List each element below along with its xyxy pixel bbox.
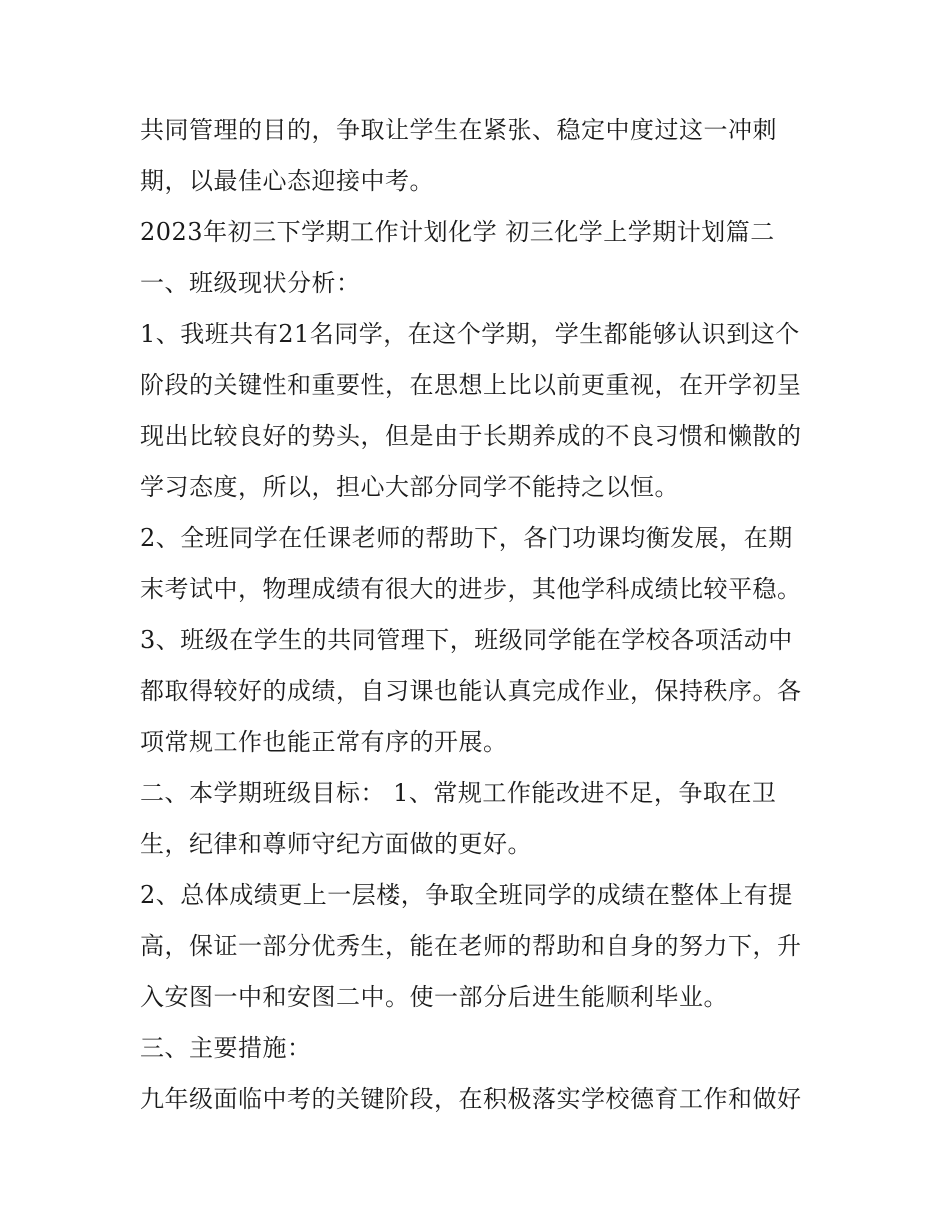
- text-line: 2、全班同学在任课老师的帮助下，各门功课均衡发展，在期: [140, 524, 793, 552]
- section-heading: 2023年初三下学期工作计划化学 初三化学上学期计划篇二: [140, 218, 775, 246]
- text-line: 学习态度，所以，担心大部分同学不能持之以恒。: [140, 473, 679, 501]
- text-line: 生，纪律和尊师守纪方面做的更好。: [140, 830, 532, 858]
- text-line: 3、班级在学生的共同管理下，班级同学能在学校各项活动中: [140, 626, 793, 654]
- text-line: 高，保证一部分优秀生，能在老师的帮助和自身的努力下，升: [140, 932, 802, 960]
- text-line: 入安图一中和安图二中。使一部分后进生能顺利毕业。: [140, 983, 728, 1011]
- text-line: 共同管理的目的，争取让学生在紧张、稳定中度过这一冲刺: [140, 116, 777, 144]
- text-line: 都取得较好的成绩，自习课也能认真完成作业，保持秩序。各: [140, 677, 802, 705]
- text-line: 项常规工作也能正常有序的开展。: [140, 728, 508, 756]
- text-line: 期，以最佳心态迎接中考。: [140, 167, 434, 195]
- section-heading: 二、本学期班级目标： 1、常规工作能改进不足，争取在卫: [140, 779, 777, 807]
- section-heading: 三、主要措施：: [140, 1034, 312, 1062]
- section-heading: 一、班级现状分析：: [140, 269, 361, 297]
- text-line: 2、总体成绩更上一层楼，争取全班同学的成绩在整体上有提: [140, 881, 793, 909]
- text-line: 九年级面临中考的关键阶段，在积极落实学校德育工作和做好: [140, 1085, 802, 1113]
- text-line: 阶段的关键性和重要性，在思想上比以前更重视，在开学初呈: [140, 371, 802, 399]
- text-line: 现出比较良好的势头，但是由于长期养成的不良习惯和懒散的: [140, 422, 802, 450]
- text-line: 1、我班共有21名同学，在这个学期，学生都能够认识到这个: [140, 320, 800, 348]
- text-line: 末考试中，物理成绩有很大的进步，其他学科成绩比较平稳。: [140, 575, 802, 603]
